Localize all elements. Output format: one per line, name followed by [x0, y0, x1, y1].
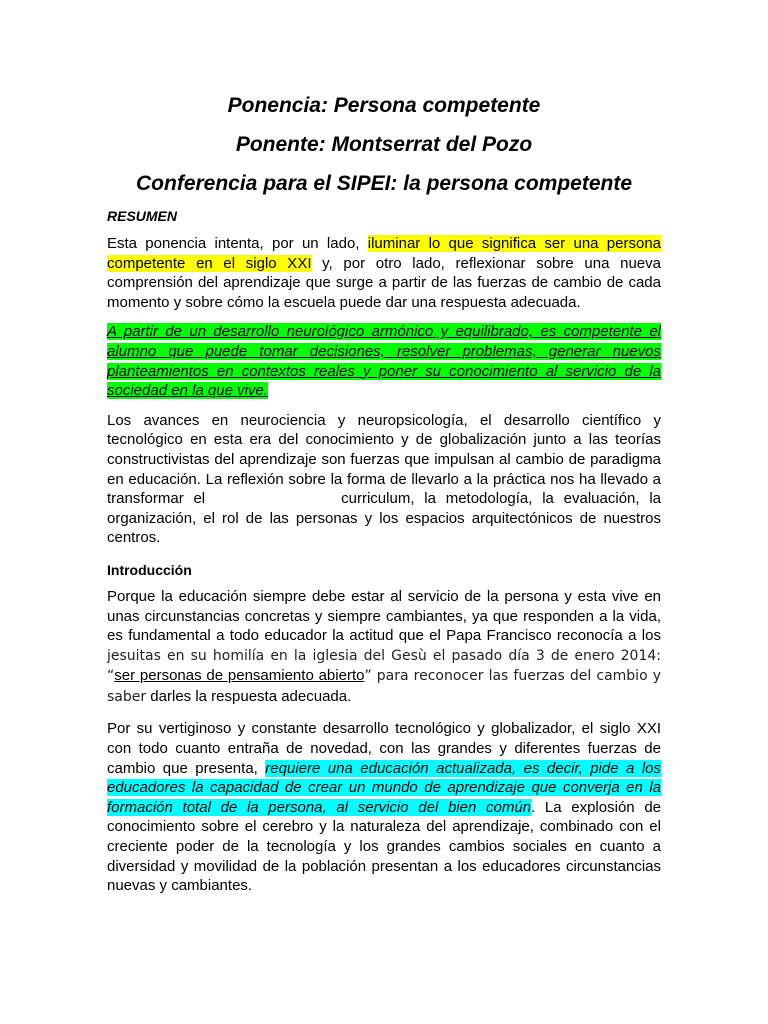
paragraph-siglo-xxi	[107, 719, 661, 895]
highlight-cyan: requiere una educación actualizada, es decir, pide a los educadores la capacidad de crear un mundo de aprendizaje que converja en la formación total de la persona, al servicio del bien común	[107, 759, 661, 816]
text-run: curriculum, la metodología, la evaluación, la organización, el rol de las personas y los espacios arquitectónicos de nuestros centros.	[107, 490, 661, 547]
text-run: Por su vertiginoso y constante desarrollo tecnológico y globalizador, el siglo XXI con todo cuanto entraña de novedad, con las grandes y diferentes fuerzas de cambio que presenta,	[107, 720, 661, 777]
heading-resumen: RESUMEN	[107, 208, 178, 224]
heading-introduccion: Introducción	[107, 561, 192, 578]
highlight-green: A partir de un desarrollo neurológico armónico y equilibrado, es competente el alumno que puede tomar decisiones, resolver problemas, generar nuevos planteamientos en contextos reales y poner su conocimiento al servicio de la sociedad en la que vive.	[107, 323, 661, 400]
title-conferencia: Conferencia para el SIPEI: la persona competente	[136, 172, 632, 195]
paragraph-introduccion	[107, 587, 661, 708]
quote-underlined: ser personas de pensamiento abierto	[114, 667, 365, 685]
title-ponencia: Ponencia: Persona competente	[227, 94, 541, 117]
highlight-yellow: iluminar lo que significa ser una persona competente en el siglo XXI	[107, 235, 661, 272]
paragraph-resumen-intro	[107, 234, 661, 312]
text-run: Porque la educación siempre debe estar al servicio de la persona y esta vive en unas circunstancias concretas y siempre cambiantes, ya que responden a la vida, es fundamental a todo educador la actitud que el Papa Francisco reconocía a los	[107, 587, 661, 645]
text-run: Esta ponencia intenta, por un lado,	[107, 235, 368, 252]
text-run: darles la respuesta adecuada.	[146, 687, 352, 705]
paragraph-avances	[107, 411, 661, 548]
title-ponente: Ponente: Montserrat del Pozo	[235, 133, 533, 156]
text-run: . La explosión de conocimiento sobre el cerebro y la naturaleza del aprendizaje, combinado con el creciente poder de la tecnología y los grandes cambios sociales en cuanto a diversidad y movilidad de la población presentan a los educadores circunstancias nuevas y cambiantes.	[107, 798, 661, 895]
text-run-quote-intro: jesuitas en su homilía en la iglesia del Gesù el pasado día 3 de enero 2014: “	[107, 647, 661, 685]
paragraph-competente	[107, 322, 661, 400]
text-run-quote-outro: ” para reconocer las fuerzas del cambio y saber	[107, 668, 661, 705]
text-run: y, por otro lado, reflexionar sobre una nueva comprensión del aprendizaje que surge a partir de las fuerzas de cambio de cada momento y sobre cómo la escuela puede dar una respuesta adecuada.	[107, 254, 661, 311]
text-run: Los avances en neurociencia y neuropsicología, el desarrollo científico y tecnológico en esta era del conocimiento y de globalización junto a las teorías constructivistas del aprendizaje son fuerzas que impulsan al cambio de paradigma en educación. La reflexión sobre la forma de llevarlo a la práctica nos ha llevado a transformar el	[107, 411, 661, 508]
